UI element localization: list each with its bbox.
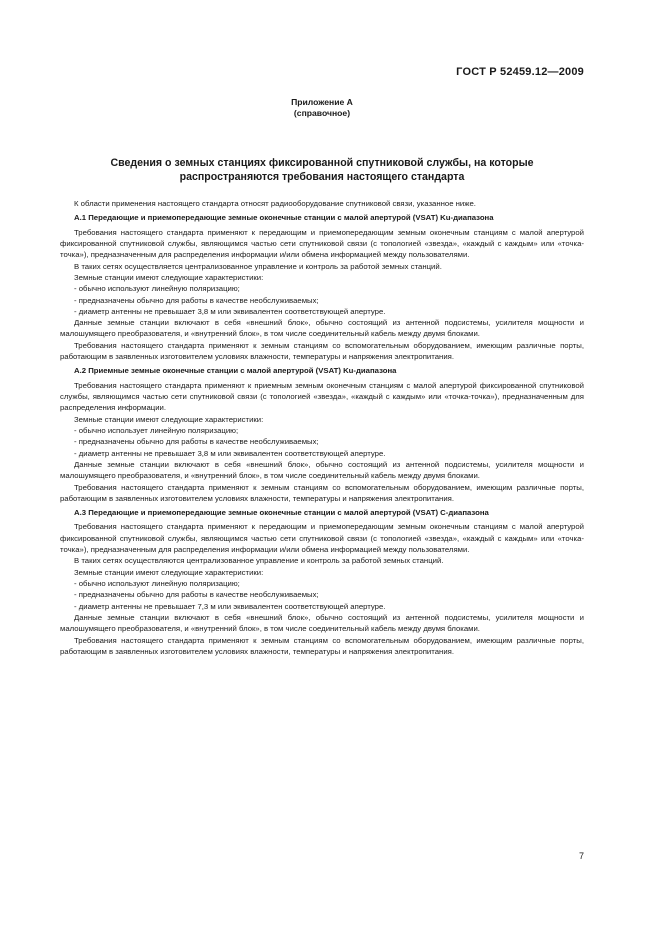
section-a1-paragraph: Требования настоящего стандарта применяют к земным станциям со вспомогательным оборудованием, имеющим различные порты, работающим в заявленных изготовителем условиях влажности, температуры и напряжения электропитания.: [60, 340, 584, 362]
section-a3-paragraph: Требования настоящего стандарта применяют к передающим и приемопередающим земным оконечным станциям с малой апертурой фиксированной спутниковой службы, являющимся частью сети спутниковой связи (с топологией «звезда», «каждый с каждым» или «точка-точка»), предназначенным для распределения информации и/или обмена информацией между пользователями.: [60, 522, 584, 555]
annex-title: [60, 156, 584, 184]
page-number: 7: [578, 851, 584, 861]
section-a1-paragraph: Требования настоящего стандарта применяют к передающим и приемопередающим земным оконечным станциям с малой апертурой фиксированной спутниковой службы, являющимся частью сети спутниковой связи (с топологией «звезда», «каждый с каждым» или «точка-точка»), предназначенным для распределения информации и/или обмена информацией между пользователями.: [60, 227, 584, 260]
section-a1-heading: А.1 Передающие и приемопередающие земные оконечные станции с малой апертурой (VSAT) Ku-диапазона: [74, 213, 494, 223]
standard-number: ГОСТ Р 52459.12—2009: [456, 66, 584, 78]
annex-label: Приложение А: [291, 97, 353, 107]
section-a3-list-item: - обычно используют линейную поляризацию;: [74, 579, 240, 588]
section-a2-list-item: - обычно использует линейную поляризацию;: [74, 425, 239, 435]
section-a2-paragraph: Требования настоящего стандарта применяют к приемным земным оконечным станциям с малой апертурой фиксированной спутниковой службы, являющимся частью сети спутниковой связи (с топологией «звезда», «каждый с каждым» или «точка-точка»), предназначенным для распределения информации.: [60, 380, 584, 413]
section-a2-paragraph: Данные земные станции включают в себя «внешний блок», обычно состоящий из антенной подсистемы, усилителя мощности и малошумящего преобразователя, и «внутренний блок», в том числе соединительный кабель между двумя блоками.: [60, 459, 584, 481]
section-a3-list-item: - диаметр антенны не превышает 7,3 м или эквивалентен соответствующей апертуре.: [74, 601, 386, 611]
annex-heading: [60, 97, 584, 119]
section-a2-heading: А.2 Приемные земные оконечные станции с малой апертурой (VSAT) Ku-диапазона: [74, 366, 397, 376]
section-a3-list-item: - предназначены обычно для работы в качестве необслуживаемых;: [74, 590, 319, 600]
section-a1-paragraph: В таких сетях осуществляется централизованное управление и контроль за работой земных станций.: [74, 261, 442, 271]
section-a1-paragraph: Земные станции имеют следующие характеристики:: [74, 272, 264, 282]
annex-type: (справочное): [293, 108, 351, 118]
section-a3-paragraph: Земные станции имеют следующие характеристики:: [74, 567, 264, 577]
section-a1-list-item: - предназначены обычно для работы в качестве необслуживаемых;: [74, 295, 319, 305]
section-a1-list-item: - диаметр антенны не превышает 3,8 м или эквивалентен соответствующей апертуре.: [74, 306, 386, 316]
section-a2-list-item: - диаметр антенны не превышает 3,8 м или эквивалентен соответствующей апертуре.: [74, 448, 386, 458]
section-a1-paragraph: Данные земные станции включают в себя «внешний блок», обычно состоящий из антенной подсистемы, усилителя мощности и малошумящего преобразователя, и «внутренний блок», в том числе соединительный кабель между двумя блоками.: [60, 318, 584, 339]
annex-title-line-2: распространяются требования настоящего стандарта: [179, 171, 465, 183]
section-a2-list-item: - предназначены обычно для работы в качестве необслуживаемых;: [74, 437, 319, 447]
annex-title-line-1: Сведения о земных станциях фиксированной спутниковой службы, на которые: [110, 157, 534, 169]
intro-paragraph: К области применения настоящего стандарта относят радиооборудование спутниковой связи, указанное ниже.: [74, 199, 476, 208]
section-a3-paragraph: Данные земные станции включают в себя «внешний блок», обычно состоящий из антенной подсистемы, усилителя мощности и малошумящего преобразователя, и «внутренний блок», в том числе соединительный кабель между двумя блоками.: [60, 612, 584, 634]
section-a3-paragraph: В таких сетях осуществляются централизованное управление и контроль за работой земных станций.: [74, 556, 444, 566]
document-body: [60, 198, 584, 657]
section-a3-heading: А.3 Передающие и приемопередающие земные оконечные станции с малой апертурой (VSAT) С-диапазона: [74, 508, 489, 518]
section-a1-list-item: - обычно используют линейную поляризацию;: [74, 284, 240, 294]
section-a2-paragraph: Земные станции имеют следующие характеристики:: [74, 414, 264, 424]
section-a2-paragraph: Требования настоящего стандарта применяют к земным станциям со вспомогательным оборудованием, имеющим различные порты, работающим в заявленных изготовителем условиях влажности, температуры и напряжения электропитания.: [60, 482, 584, 503]
section-a3-paragraph: Требования настоящего стандарта применяют к земным станциям со вспомогательным оборудованием, имеющим различные порты, работающим в заявленных изготовителем условиях влажности, температуры и напряжения электропитания.: [60, 635, 584, 656]
